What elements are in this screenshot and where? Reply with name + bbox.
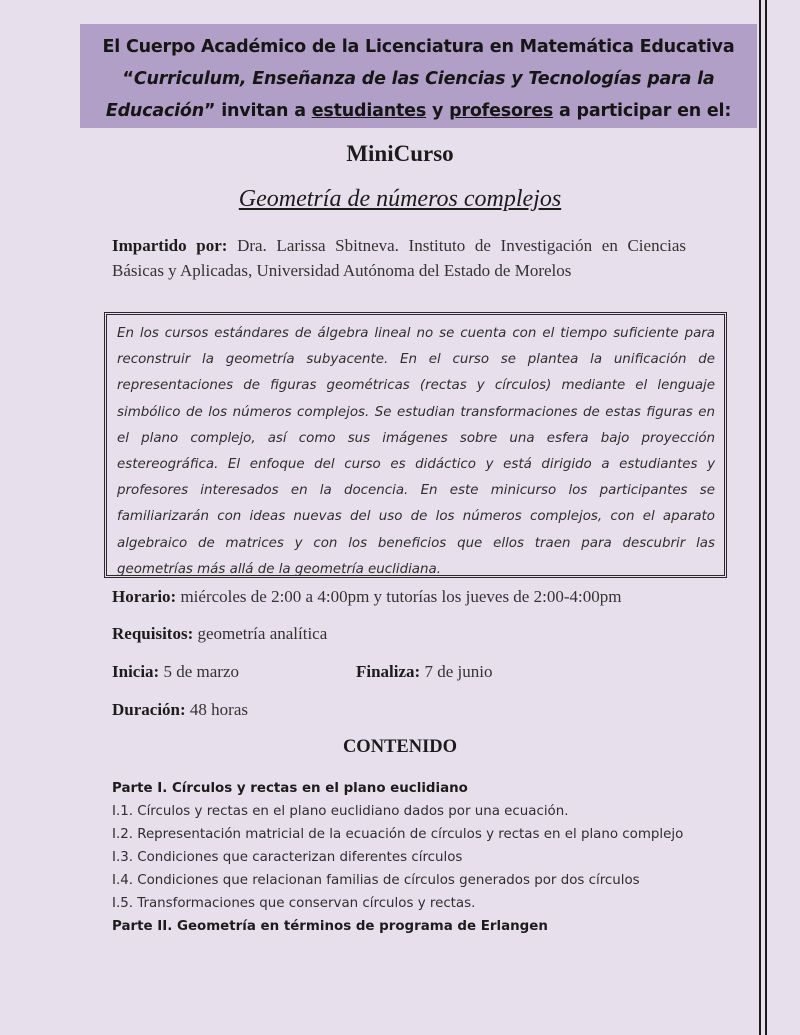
inicia-line: Inicia: 5 de marzo bbox=[112, 662, 240, 681]
border-rule-2 bbox=[765, 0, 767, 1035]
header-line-3: Educación” invitan a estudiantes y profesores a participar en el: bbox=[105, 101, 732, 121]
estudiantes-text: estudiantes bbox=[311, 101, 427, 121]
course-title: Geometría de números complejos bbox=[238, 186, 562, 212]
course-abstract: En los cursos estándares de álgebra lineal no se cuenta con el tiempo suficiente para reconstruir la geometría subyacente. En el curso se plantea la unificación de representaciones de figuras geométricas (rectas y círculos) mediante el lenguaje simbólico de los números complejos. Se estudian transformaciones de estas figuras en el plano complejo, así como sus imágenes sobre una esfera bajo proyección estereográfica. El enfoque del curso es didáctico y está dirigido a estudiantes y profesores interesados en la docencia. En este minicurso los participantes se familiarizarán con ideas nuevas del uso de los números complejos, con el aparato algebraico de matrices y con los beneficios que ellos traen para descubrir las geometrías más allá de la geometría euclidiana. bbox=[104, 312, 727, 578]
finaliza-line: Finaliza: 7 de junio bbox=[356, 662, 493, 681]
header-banner bbox=[80, 24, 757, 128]
list-item: I.2. Representación matricial de la ecuación de círculos y rectas en el plano complejo bbox=[112, 827, 684, 842]
course-type: MiniCurso bbox=[346, 141, 454, 166]
horario-line: Horario: miércoles de 2:00 a 4:00pm y tutorías los jueves de 2:00-4:00pm bbox=[112, 587, 622, 606]
academic-body-name: Curriculum, Enseñanza de las Ciencias y Tecnologías para la bbox=[133, 69, 715, 89]
header-line-2: “Curriculum, Enseñanza de las Ciencias y Tecnologías para la bbox=[122, 69, 715, 89]
header-line-1: El Cuerpo Académico de la Licenciatura en Matemática Educativa bbox=[102, 37, 735, 57]
instructor-text: Dra. Larissa Sbitneva. Instituto de Investigación en Ciencias Básicas y Aplicadas, Universidad Autónoma del Estado de Morelos bbox=[112, 236, 686, 280]
list-item: I.1. Círculos y rectas en el plano euclidiano dados por una ecuación. bbox=[112, 804, 569, 819]
list-item: I.5. Transformaciones que conservan círculos y rectas. bbox=[112, 896, 476, 911]
contenido-heading: CONTENIDO bbox=[342, 737, 458, 757]
requisitos-line: Requisitos: geometría analítica bbox=[112, 624, 328, 643]
instructor-info bbox=[112, 233, 686, 283]
list-item: I.4. Condiciones que relacionan familias de círculos generados por dos círculos bbox=[112, 873, 640, 888]
list-item: I.3. Condiciones que caracterizan diferentes círculos bbox=[112, 850, 463, 865]
profesores-text: profesores bbox=[449, 101, 554, 121]
contents-list bbox=[112, 777, 762, 938]
part-2-heading: Parte II. Geometría en términos de programa de Erlangen bbox=[112, 919, 548, 934]
instructor-label: Impartido por: bbox=[112, 236, 228, 255]
duracion-line: Duración: 48 horas bbox=[112, 700, 248, 719]
part-1-heading: Parte I. Círculos y rectas en el plano euclidiano bbox=[112, 781, 468, 796]
